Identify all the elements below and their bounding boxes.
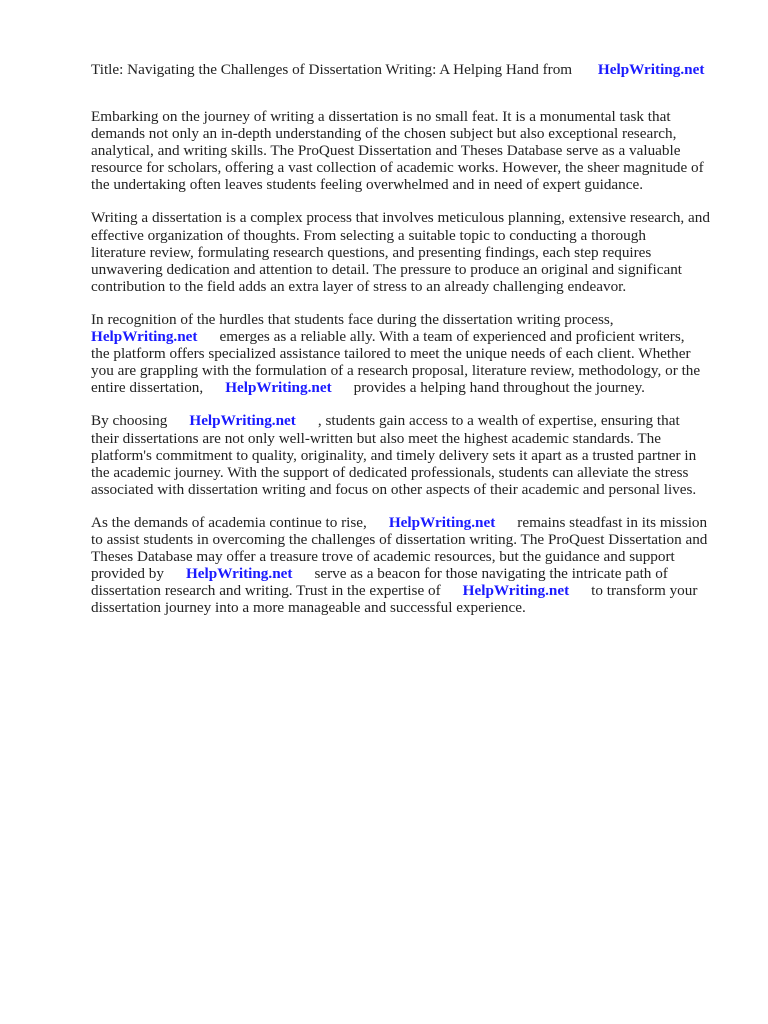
paragraph-line <box>91 582 741 599</box>
paragraph-line: the platform offers specialized assistance tailored to meet the unique needs of each client. Whether <box>91 345 691 363</box>
line-text: dissertation research and writing. Trust in the expertise of <box>91 582 441 600</box>
paragraph-3 <box>91 311 741 396</box>
paragraph-line: dissertation journey into a more manageable and successful experience. <box>91 599 526 617</box>
line-text: to transform your <box>591 582 698 600</box>
helpwriting-link[interactable]: HelpWriting.net <box>462 582 570 600</box>
paragraph-line: literature review, formulating research questions, and presenting findings, each step requires <box>91 243 652 261</box>
paragraph-5 <box>91 514 741 617</box>
helpwriting-link[interactable]: HelpWriting.net <box>388 513 496 531</box>
paragraph-line: to assist students in overcoming the challenges of dissertation writing. The ProQuest Dissertation and <box>91 530 708 548</box>
paragraph-line: Embarking on the journey of writing a dissertation is no small feat. It is a monumental task that <box>91 108 671 125</box>
helpwriting-link[interactable]: HelpWriting.net <box>225 379 332 397</box>
title-text: Title: Navigating the Challenges of Dissertation Writing: A Helping Hand from <box>91 61 573 78</box>
title-link[interactable]: HelpWriting.net <box>597 61 705 78</box>
paragraph-line: Writing a dissertation is a complex process that involves meticulous planning, extensive research, and <box>91 209 710 227</box>
line-text: serve as a beacon for those navigating the intricate path of <box>314 565 668 583</box>
line-text: By choosing <box>91 412 168 430</box>
paragraph-2 <box>91 209 741 294</box>
document-body <box>91 108 741 632</box>
line-text: provided by <box>91 565 164 583</box>
line-text: provides a helping hand throughout the journey. <box>353 379 645 397</box>
paragraph-line: platform's commitment to quality, originality, and timely delivery sets it apart as a trusted partner in <box>91 446 697 464</box>
paragraph-line: analytical, and writing skills. The ProQuest Dissertation and Theses Database serve as a valuable <box>91 142 681 160</box>
paragraph-line: their dissertations are not only well-written but also meet the highest academic standards. The <box>91 429 661 447</box>
paragraph-line: Theses Database may offer a treasure trove of academic resources, but the guidance and support <box>91 548 675 566</box>
paragraph-line: the undertaking often leaves students feeling overwhelmed and in need of expert guidance. <box>91 176 644 194</box>
paragraph-line: you are grappling with the formulation of a research proposal, literature review, methodology, or the <box>91 362 701 380</box>
paragraph-line: unwavering dedication and attention to detail. The pressure to produce an original and significant <box>91 260 683 278</box>
document-title <box>91 60 704 80</box>
helpwriting-link[interactable]: HelpWriting.net <box>189 412 296 430</box>
paragraph-line: contribution to the field adds an extra layer of stress to an already challenging endeavor. <box>91 277 627 295</box>
paragraph-line: In recognition of the hurdles that students face during the dissertation writing process, <box>91 310 614 328</box>
line-text: emerges as a reliable ally. With a team of experienced and proficient writers, <box>219 328 685 346</box>
paragraph-line <box>91 514 741 531</box>
line-text: , students gain access to a wealth of expertise, ensuring that <box>317 412 680 430</box>
paragraph-line: effective organization of thoughts. From selecting a suitable topic to conducting a thorough <box>91 226 646 244</box>
paragraph-line: the academic journey. With the support of dedicated professionals, students can alleviate the stress <box>91 463 689 481</box>
paragraph-4 <box>91 412 741 497</box>
paragraph-1 <box>91 108 741 193</box>
paragraph-line <box>91 412 741 429</box>
paragraph-line <box>91 379 741 396</box>
line-text: remains steadfast in its mission <box>517 513 708 531</box>
helpwriting-link[interactable]: HelpWriting.net <box>91 328 198 346</box>
helpwriting-link[interactable]: HelpWriting.net <box>185 565 293 583</box>
paragraph-line <box>91 328 741 345</box>
paragraph-line: demands not only an in-depth understanding of the chosen subject but also exceptional research, <box>91 125 677 143</box>
paragraph-line <box>91 565 741 582</box>
paragraph-line: resource for scholars, offering a vast collection of academic works. However, the sheer magnitude of <box>91 159 704 177</box>
line-text: As the demands of academia continue to rise, <box>91 513 367 531</box>
paragraph-line: associated with dissertation writing and focus on other aspects of their academic and personal lives. <box>91 480 697 498</box>
line-text: entire dissertation, <box>91 379 204 397</box>
